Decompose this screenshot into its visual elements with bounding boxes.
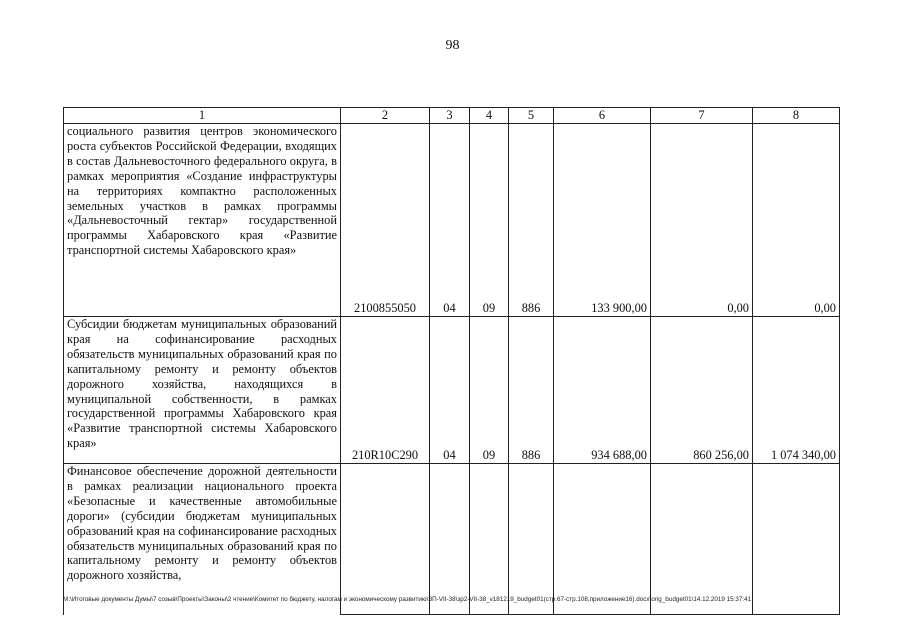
table-row: [64, 317, 840, 464]
row-section: 04: [430, 317, 470, 464]
row-subsection: 09: [470, 124, 509, 317]
page-number: 98: [445, 38, 460, 53]
row-type: 886: [509, 317, 554, 464]
row-type: [509, 464, 554, 615]
row-amount-6: 133 900,00: [554, 124, 651, 317]
column-header: 3: [430, 108, 470, 124]
row-code: 210R10C290: [341, 317, 430, 464]
row-section: 04: [430, 124, 470, 317]
header-row: [64, 108, 840, 124]
row-description: Финансовое обеспечение дорожной деятельности в рамках реализации национального проекта «Безопасные и качественные автомобильные дороги» (субсидии бюджетам муниципальных образований края на софинансирование расходных обязательств муниципальных образований края по капитальному ремонту и ремонту объектов дорожного хозяйства,: [64, 464, 341, 615]
table-row: [64, 124, 840, 317]
row-section: [430, 464, 470, 615]
column-header: 2: [341, 108, 430, 124]
row-type: 886: [509, 124, 554, 317]
row-amount-7: 0,00: [651, 124, 753, 317]
row-code: 2100855050: [341, 124, 430, 317]
row-subsection: [470, 464, 509, 615]
row-amount-6: 934 688,00: [554, 317, 651, 464]
row-subsection: 09: [470, 317, 509, 464]
column-header: 6: [554, 108, 651, 124]
row-amount-8: 1 074 340,00: [753, 317, 840, 464]
row-description: Субсидии бюджетам муниципальных образований края на софинансирование расходных обязательств муниципальных образований края по капитальному ремонту и ремонту объектов дорожного хозяйства, находящихся в муниципальной собственности, в рамках государственной программы Хабаровского края «Развитие транспортной системы Хабаровского края»: [64, 317, 341, 464]
row-amount-7: 860 256,00: [651, 317, 753, 464]
column-header: 4: [470, 108, 509, 124]
budget-table: [63, 107, 840, 615]
row-code: [341, 464, 430, 615]
column-header: 1: [64, 108, 341, 124]
column-header: 8: [753, 108, 840, 124]
row-amount-7: [651, 464, 753, 615]
table-row: [64, 464, 840, 615]
column-header: 7: [651, 108, 753, 124]
row-description: социального развития центров экономического роста субъектов Российской Федерации, входящих в состав Дальневосточного федерального округа, в рамках мероприятия «Создание инфраструктуры на территориях компактно расположенных земельных участков в рамках программы «Дальневосточный гектар» государственной программы Хабаровского края «Развитие транспортной системы Хабаровского края»: [64, 124, 341, 317]
column-header: 5: [509, 108, 554, 124]
footer-file-path: М:\Итоговые документы Думы\7 созыв\Проекты\Законы\2 чтение\Комитет по бюджету, налогам и экономическому развитию\ЗП-VII-38\зр2-VII-38_v181219_budget01(стр.67-стр.108,приложение16).docx\orig_budget01\14.12.2019 15:37:41: [63, 596, 752, 603]
row-amount-6: [554, 464, 651, 615]
row-amount-8: 0,00: [753, 124, 840, 317]
row-amount-8: [753, 464, 840, 615]
